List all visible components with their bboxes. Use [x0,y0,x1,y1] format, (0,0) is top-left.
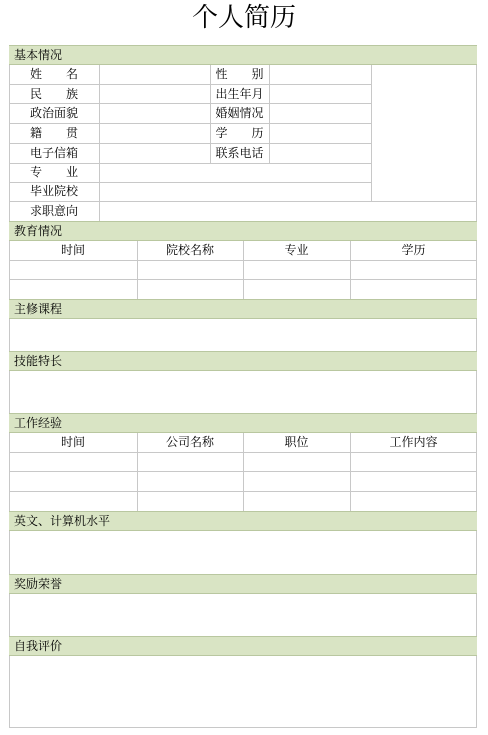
education-col-time: 时间 [60,243,85,257]
education-col-school: 院校名称 [165,243,214,257]
label-school: 毕业院校 [29,184,78,198]
section-header-work: 工作经验 [9,413,477,433]
section-header-self: 自我评价 [9,636,477,656]
section-header-basic: 基本情况 [9,45,477,65]
section-header-courses: 主修课程 [9,299,477,319]
work-col-time: 时间 [60,435,85,449]
label-gender: 性 别 [215,67,264,81]
label-marital: 婚姻情况 [215,106,264,120]
label-political: 政治面貌 [29,106,78,120]
education-col-degree: 学历 [401,243,426,257]
label-intent: 求职意向 [29,204,78,218]
label-birth: 出生年月 [215,87,264,101]
label-origin: 籍 贯 [29,126,78,140]
work-col-company: 公司名称 [165,435,214,449]
label-education: 学 历 [215,126,264,140]
photo-area-border [371,65,372,201]
section-header-awards: 奖励荣誉 [9,574,477,594]
grid-line [99,65,100,221]
label-email: 电子信箱 [29,146,78,160]
label-phone: 联系电话 [215,146,264,160]
resume-title: 个人简历 [191,3,296,33]
work-col-position: 职位 [284,435,309,449]
section-header-education: 教育情况 [9,221,477,241]
label-ethnicity: 民 族 [29,87,78,101]
section-header-skills: 技能特长 [9,351,477,371]
label-major: 专 业 [29,165,78,179]
education-col-major: 专业 [284,243,309,257]
grid-line [269,65,270,163]
work-col-content: 工作内容 [389,435,438,449]
section-header-english: 英文、计算机水平 [9,511,477,531]
label-name: 姓 名 [29,67,78,81]
